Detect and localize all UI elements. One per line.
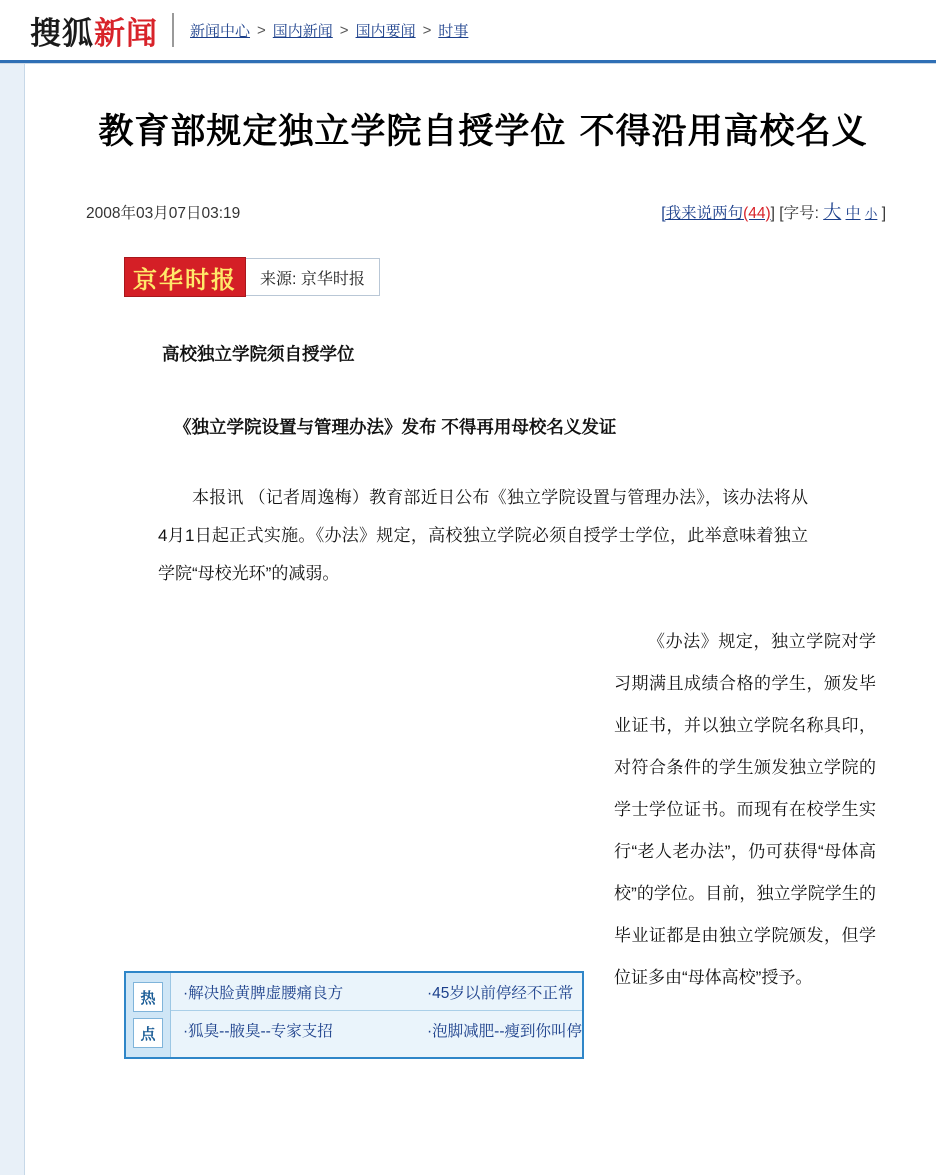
article-paragraph-2: 《办法》规定，独立学院对学习期满且成绩合格的学生，颁发毕业证书，并以独立学院名称具印，对符合条件的学生颁发独立学院的学士学位证书。而现有在校学生实行“老人老办法”，仍可获得“母体高校”的学位。目前，独立学院学生的毕业证都是由独立学院颁发，但学位证多由“母体高校”授予。 [614, 632, 876, 987]
logo-divider [172, 13, 174, 47]
breadcrumb-item-1[interactable]: 国内新闻 [272, 22, 333, 40]
promo-cell [171, 981, 415, 1003]
promo-cell [415, 981, 573, 1003]
site-header [0, 0, 936, 60]
left-rail [0, 64, 25, 1175]
promo-link-rows [171, 973, 582, 1057]
header-rule-secondary [0, 63, 936, 64]
breadcrumb-item-2[interactable]: 国内要闻 [355, 22, 416, 40]
comment-bracket-close: ] [770, 205, 775, 222]
page-title: 教育部规定独立学院自授学位 不得沿用高校名义 [98, 112, 868, 152]
article-meta-right [661, 198, 886, 224]
logo-text-secondary: 新闻 [94, 15, 158, 52]
site-logo[interactable] [30, 8, 158, 53]
font-size-small-button[interactable]: 小 [864, 207, 878, 221]
font-size-medium-button[interactable]: 中 [845, 205, 861, 222]
article-meta [62, 198, 904, 224]
promo-tag-char-2: 点 [133, 1018, 163, 1048]
source-label: 来源: 京华时报 [246, 258, 380, 296]
font-size-bracket-close: ] [881, 205, 886, 222]
promo-link[interactable]: ·泡脚减肥--瘦到你叫停 [427, 1022, 582, 1040]
breadcrumb-separator-2: > [422, 21, 432, 39]
source-logo: 京华时报 [124, 257, 246, 297]
promo-tag-char-1: 热 [133, 982, 163, 1012]
promo-row [171, 1010, 582, 1048]
breadcrumb-item-0[interactable]: 新闻中心 [190, 22, 251, 40]
comment-count: (44) [743, 205, 771, 222]
breadcrumb-separator-1: > [339, 21, 349, 39]
article-container [24, 104, 936, 1051]
comment-link-label: [我来说两句 [661, 205, 744, 222]
font-size-label: [字号: [779, 205, 819, 222]
article-source [124, 257, 904, 297]
article-date: 2008年03月07日03:19 [86, 205, 241, 222]
article-paragraph-1: 本报讯 （记者周逸梅）教育部近日公布《独立学院设置与管理办法》，该办法将从4月1日起正式实施。《办法》规定，高校独立学院必须自授学士学位，此举意味着独立学院“母校光环”的减弱。 [158, 488, 808, 583]
breadcrumb-item-3[interactable]: 时事 [438, 22, 469, 40]
logo-text-primary: 搜狐 [30, 15, 94, 52]
article-subheading-1: 高校独立学院须自授学位 [162, 344, 355, 364]
promo-link[interactable]: ·狐臭--腋臭--专家支招 [183, 1022, 333, 1040]
promo-tag [126, 973, 171, 1057]
breadcrumb-separator-0: > [257, 21, 266, 39]
font-size-large-button[interactable]: 大 [823, 202, 842, 222]
promo-link[interactable]: ·45岁以前停经不正常 [427, 984, 574, 1002]
article-subheading-2: 《独立学院设置与管理办法》发布 不得再用母校名义发证 [174, 417, 617, 437]
comment-link[interactable] [661, 205, 770, 222]
font-size-control [779, 202, 886, 222]
promo-cell [415, 1019, 582, 1041]
promo-cell [171, 1019, 415, 1041]
promo-box [124, 971, 584, 1059]
promo-row [171, 973, 582, 1010]
promo-link[interactable]: ·解决脸黄脾虚腰痛良方 [183, 984, 344, 1002]
breadcrumb [190, 20, 468, 41]
article-lower-section [62, 621, 904, 1051]
